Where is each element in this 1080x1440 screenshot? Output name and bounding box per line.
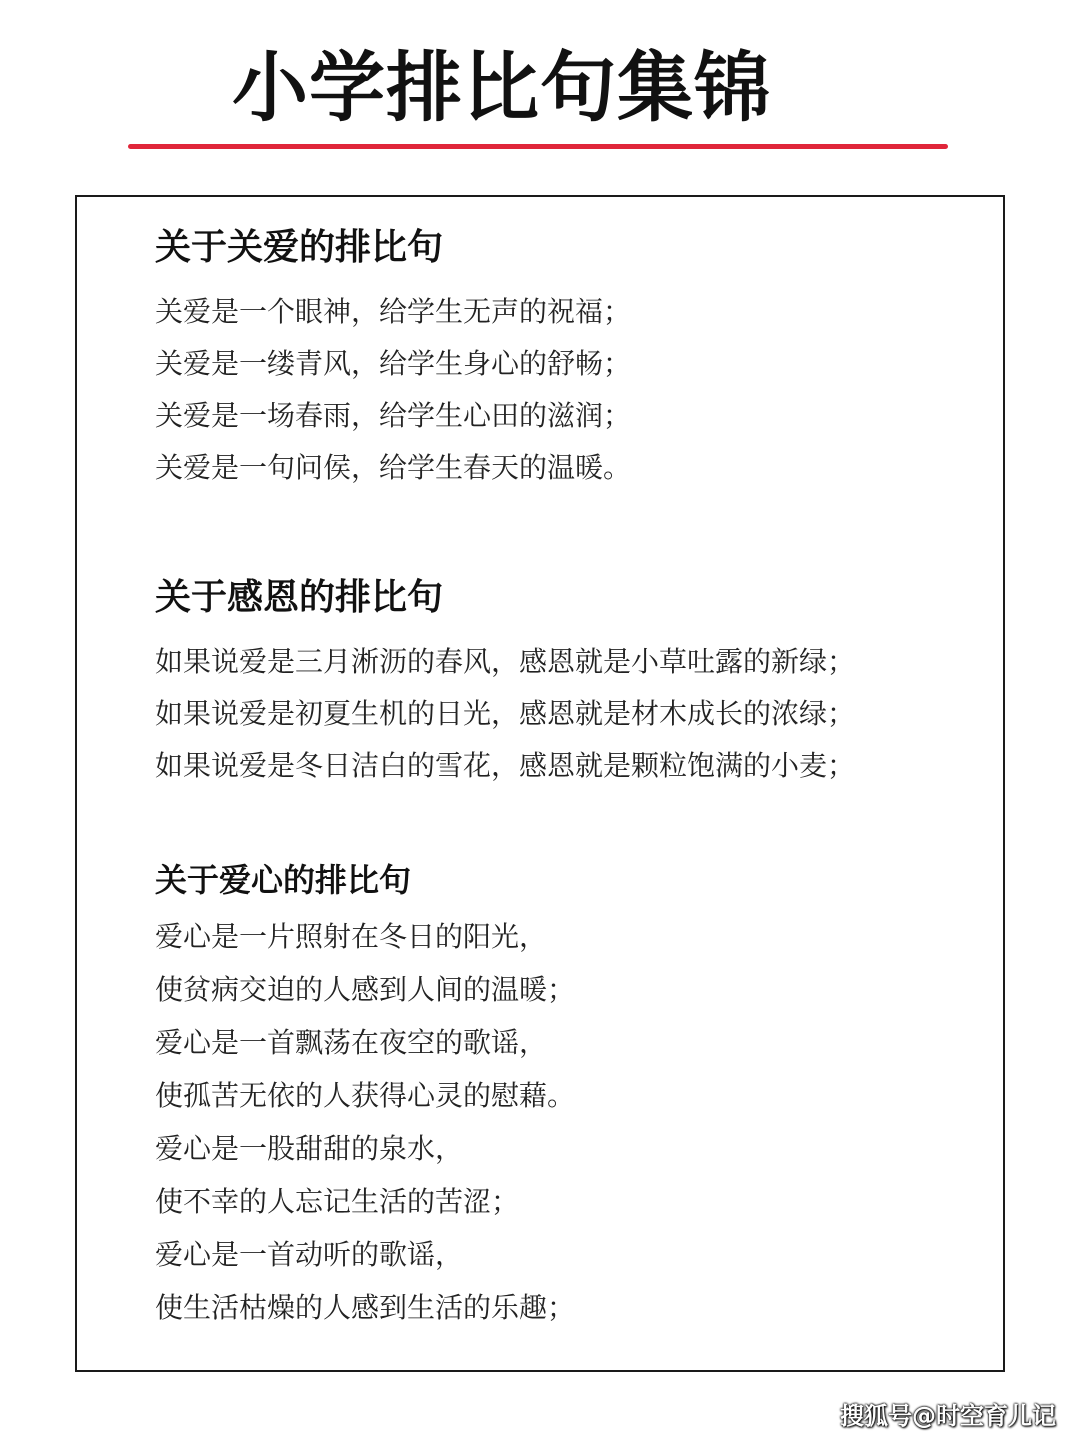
sentence-line: 使孤苦无依的人获得心灵的慰藉。	[155, 1079, 576, 1112]
section-care	[155, 228, 955, 494]
sentence-line: 如果说爱是三月淅沥的春风，感恩就是小草吐露的新绿；	[155, 645, 856, 678]
title-underline	[128, 144, 948, 149]
section-love	[155, 860, 955, 1334]
sentence-line: 使生活枯燥的人感到生活的乐趣；	[155, 1291, 576, 1324]
sentence-line: 使不幸的人忘记生活的苦涩；	[155, 1185, 520, 1218]
page-title: 小学排比句集锦	[232, 43, 771, 132]
sentence-line: 关爱是一场春雨，给学生心田的滋润；	[155, 399, 632, 432]
section-heading: 关于感恩的排比句	[155, 577, 444, 618]
sentence-line: 关爱是一个眼神，给学生无声的祝福；	[155, 295, 632, 328]
sentence-line: 使贫病交迫的人感到人间的温暖；	[155, 973, 576, 1006]
sentence-line: 爱心是一片照射在冬日的阳光，	[155, 920, 548, 953]
sentence-line: 爱心是一首动听的歌谣，	[155, 1238, 464, 1271]
section-heading: 关于关爱的排比句	[155, 227, 444, 268]
watermark: 搜狐号@时空育儿记	[840, 1402, 1056, 1430]
sentence-line: 爱心是一股甜甜的泉水，	[155, 1132, 464, 1165]
section-heading: 关于爱心的排比句	[155, 861, 412, 899]
sentence-line: 如果说爱是初夏生机的日光，感恩就是材木成长的浓绿；	[155, 697, 856, 730]
sentence-line: 爱心是一首飘荡在夜空的歌谣，	[155, 1026, 548, 1059]
sentence-line: 如果说爱是冬日洁白的雪花，感恩就是颗粒饱满的小麦；	[155, 749, 856, 782]
section-gratitude	[155, 578, 955, 792]
sentence-line: 关爱是一句问侯，给学生春天的温暖。	[155, 451, 632, 484]
sentence-line: 关爱是一缕青风，给学生身心的舒畅；	[155, 347, 632, 380]
